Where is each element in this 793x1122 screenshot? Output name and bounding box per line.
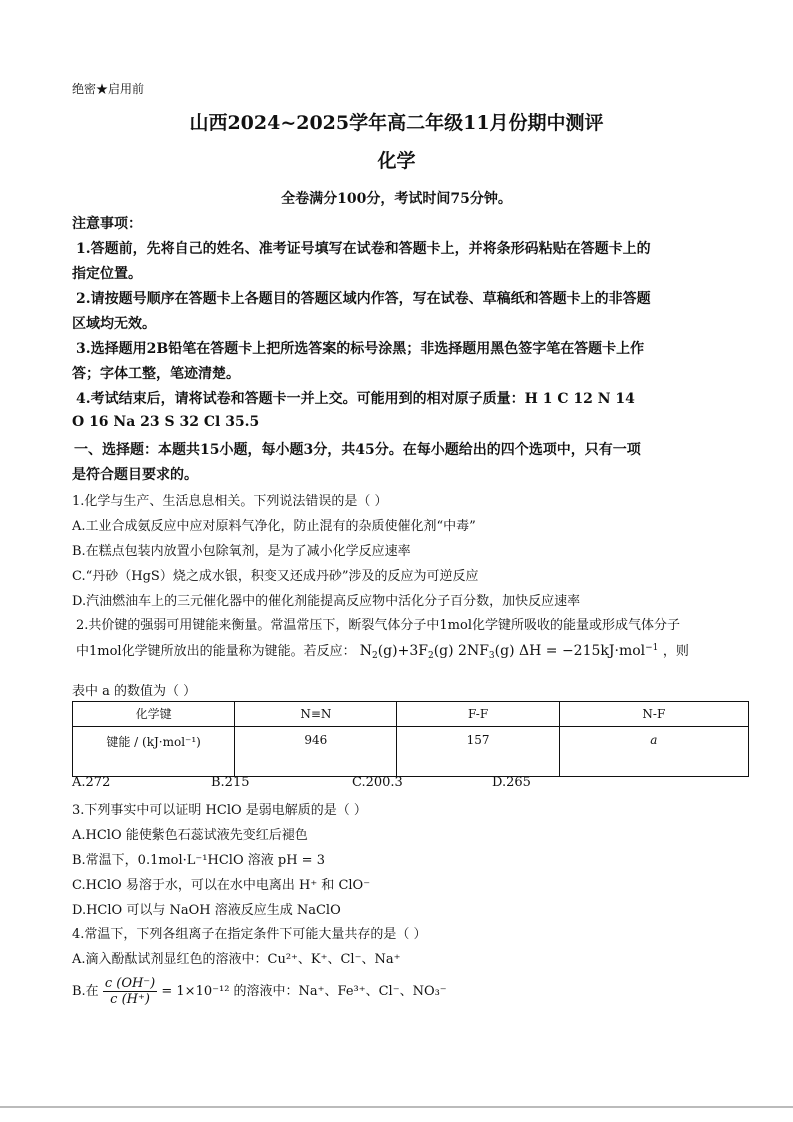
note-4-line-2: O 16 Na 23 S 32 Cl 35.5 [72, 414, 260, 430]
q3-option-d: D.HClO 可以与 NaOH 溶液反应生成 NaClO [72, 903, 341, 918]
q4-stem: 4.常温下，下列各组离子在指定条件下可能大量共存的是（ ） [72, 927, 427, 942]
q2-line-3: 表中 a 的数值为（ ） [72, 684, 197, 699]
subject-title: 化学 [377, 150, 416, 172]
q1-stem: 1.化学与生产、生活息息相关。下列说法错误的是（ ） [72, 494, 388, 509]
ion-ratio-fraction [103, 976, 157, 1007]
table-cell: 946 [235, 727, 397, 777]
fraction-denominator: c (H⁺) [110, 992, 150, 1007]
note-2-line-1: 2.请按题号顺序在答题卡上各题目的答题区域内作答，写在试卷、草稿纸和答题卡上的非答题 [76, 291, 651, 307]
q1-option-b: B.在糕点包装内放置小包除氧剂，是为了减小化学反应速率 [72, 544, 411, 559]
table-row-label: 键能 / (kJ·mol⁻¹) [73, 727, 235, 777]
table-row [73, 727, 749, 777]
exam-info: 全卷满分100分，考试时间75分钟。 [281, 191, 512, 207]
page-bottom-divider [0, 1106, 793, 1108]
q2-line-1: 2.共价键的强弱可用键能来衡量。常温常压下，断裂气体分子中1mol化学键所吸收的能量或形成气体分子 [76, 618, 680, 633]
q3-stem: 3.下列事实中可以证明 HClO 是弱电解质的是（ ） [72, 803, 367, 818]
note-3-line-1: 3.选择题用2B铅笔在答题卡上把所选答案的标号涂黑；非选择题用黑色签字笔在答题卡上作 [76, 341, 645, 357]
table-header-row [73, 702, 749, 727]
fraction-numerator: c (OH⁻) [104, 976, 156, 991]
q2-equation: $N_2(g)+3F_2(g)$ $2NF_3(g) \Delta H = -215kJ\cdot mol^{-1}$ [359, 643, 659, 661]
table-header-cell: F-F [397, 702, 559, 727]
q1-option-a: A.工业合成氨反应中应对原料气净化，防止混有的杂质使催化剂“中毒” [72, 519, 476, 534]
secret-label: 绝密★启用前 [72, 82, 145, 96]
q2-line-2 [76, 640, 689, 661]
note-4-line-1: 4.考试结束后，请将试卷和答题卡一并上交。可能用到的相对原子质量：H 1 C 12 N 14 [76, 391, 635, 407]
bond-energy-table [72, 701, 749, 777]
table-header-cell: 化学键 [73, 702, 235, 727]
q2-option-d: D.265 [492, 775, 531, 790]
q3-option-c: C.HClO 易溶于水，可以在水中电离出 H⁺ 和 ClO⁻ [72, 878, 371, 893]
q2-option-a: A.272 [72, 775, 111, 790]
section-1-line-2: 是符合题目要求的。 [72, 467, 198, 483]
q2-line-2-pre: 中1mol化学键所放出的能量称为键能。若反应： [76, 644, 356, 659]
q1-option-d: D.汽油燃油车上的三元催化器中的催化剂能提高反应物中活化分子百分数，加快反应速率 [72, 594, 581, 609]
q2-line-2-post: ，则 [662, 644, 689, 659]
note-3-line-2: 答；字体工整，笔迹清楚。 [72, 366, 240, 382]
q4-option-b-pre: B.在 [72, 984, 99, 999]
q4-option-b [72, 976, 447, 1007]
note-1-line-1: 1.答题前，先将自己的姓名、准考证号填写在试卷和答题卡上，并将条形码粘贴在答题卡上的 [76, 241, 651, 257]
note-2-line-2: 区域均无效。 [72, 316, 156, 332]
q1-option-c: C.“丹砂（HgS）烧之成水银，积变又还成丹砂”涉及的反应为可逆反应 [72, 569, 479, 584]
note-1-line-2: 指定位置。 [72, 266, 142, 282]
q4-option-a: A.滴入酚酞试剂显红色的溶液中：Cu²⁺、K⁺、Cl⁻、Na⁺ [72, 952, 401, 967]
table-header-cell: N≡N [235, 702, 397, 727]
q2-option-b: B.215 [211, 775, 250, 790]
table-header-cell: N-F [559, 702, 748, 727]
q3-option-b: B.常温下，0.1mol·L⁻¹HClO 溶液 pH = 3 [72, 853, 325, 868]
q2-option-c: C.200.3 [352, 775, 403, 790]
section-1-line-1: 一、选择题：本题共15小题，每小题3分，共45分。在每小题给出的四个选项中，只有一项 [74, 442, 641, 458]
q4-option-b-post: = 1×10⁻¹² 的溶液中：Na⁺、Fe³⁺、Cl⁻、NO₃⁻ [161, 984, 447, 999]
table-cell: 157 [397, 727, 559, 777]
page-title: 山西2024~2025学年高二年级11月份期中测评 [189, 112, 604, 134]
table-cell: a [559, 727, 748, 777]
q3-option-a: A.HClO 能使紫色石蕊试液先变红后褪色 [72, 828, 308, 843]
notes-heading: 注意事项： [72, 216, 142, 232]
